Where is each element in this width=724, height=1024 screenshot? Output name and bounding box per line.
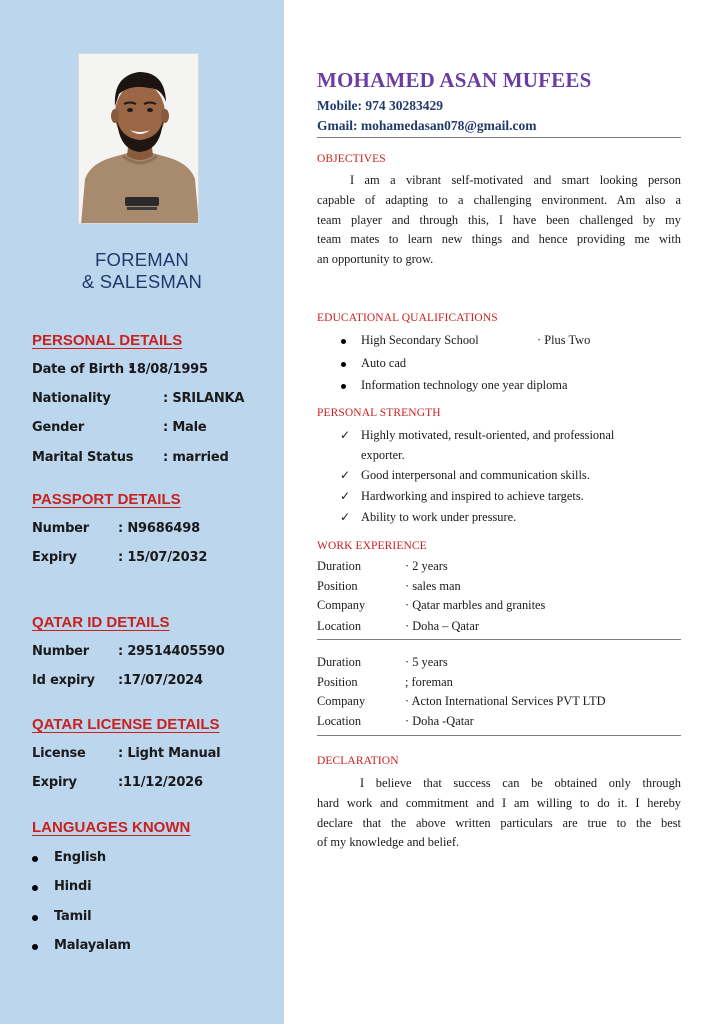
declaration-heading: DECLARATION [317, 755, 399, 767]
candidate-name: MOHAMED ASAN MUFEES [317, 68, 592, 92]
objectives-line: team player and through this, I have been challenged by my [317, 212, 681, 227]
mobile-number: Mobile: 974 30283429 [317, 98, 443, 113]
declaration-line: of my knowledge and belief. [317, 835, 460, 850]
passport-number-row [32, 521, 200, 536]
strength-item [340, 426, 681, 466]
license-type-value: : Light Manual [118, 746, 221, 761]
education-item: Information technology one year diploma [361, 378, 568, 392]
objectives-line: I am a vibrant self-motivated and smart looking person [350, 173, 681, 187]
dob-label: Date of Birth : [32, 362, 134, 377]
language-item: Hindi [54, 879, 92, 894]
dob-value: 18/08/1995 [128, 362, 208, 377]
work-row [317, 675, 453, 690]
language-item: English [54, 850, 106, 865]
work-row-value: · 2 years [405, 559, 448, 573]
gender-label: Gender [32, 420, 85, 435]
strength-heading: PERSONAL STRENGTH [317, 407, 441, 419]
work-row-label: Location [317, 619, 362, 633]
license-expiry-label: Expiry [32, 775, 77, 790]
main-content [317, 0, 681, 1024]
checkmark-icon: ✓ [340, 428, 351, 442]
language-item: Tamil [54, 909, 92, 924]
profile-photo [78, 53, 199, 224]
declaration-line: hard work and commitment and I am willing to do it. I hereby [317, 795, 681, 810]
languages-heading: LANGUAGES KNOWN [32, 819, 191, 836]
work-row-value: · sales man [405, 579, 461, 593]
work-row-value: · 5 years [405, 655, 448, 669]
qatar-id-number-value: : 29514405590 [118, 644, 225, 659]
declaration-line: I believe that success can be obtained only through [360, 776, 681, 790]
license-type-row [32, 746, 221, 761]
objectives-text [317, 171, 681, 270]
qatar-license-heading: QATAR LICENSE DETAILS [32, 716, 220, 733]
marital-status-value: : married [163, 450, 229, 465]
passport-expiry-row [32, 550, 208, 565]
work-row [317, 714, 474, 729]
objectives-heading: OBJECTIVES [317, 153, 386, 165]
work-row-label: Duration [317, 655, 362, 669]
declaration-text [317, 774, 681, 853]
strength-item [340, 508, 681, 528]
license-expiry-value: :11/12/2026 [118, 775, 203, 790]
qatar-id-heading: QATAR ID DETAILS [32, 614, 170, 631]
work-row-label: Company [317, 694, 366, 708]
dob-row [32, 362, 208, 377]
passport-expiry-label: Expiry [32, 550, 77, 565]
work-row-value: · Doha – Qatar [405, 619, 479, 633]
education-side-note: · Plus Two [537, 333, 591, 347]
work-row [317, 655, 448, 670]
work-row [317, 694, 606, 709]
work-row [317, 598, 546, 613]
portrait-image [79, 54, 199, 224]
work-row [317, 579, 461, 594]
personal-details-heading: PERSONAL DETAILS [32, 332, 183, 349]
job-divider [317, 639, 681, 640]
strength-item [340, 487, 681, 507]
passport-details-heading: PASSPORT DETAILS [32, 491, 181, 508]
marital-status-row [32, 450, 229, 465]
language-item: Malayalam [54, 938, 131, 953]
qatar-id-expiry-value: :17/07/2024 [118, 673, 203, 688]
qatar-id-expiry-label: Id expiry [32, 673, 95, 688]
qatar-id-number-label: Number [32, 644, 90, 659]
job-title-line-2: & SALESMAN [81, 271, 203, 292]
gender-value: : Male [163, 420, 207, 435]
sidebar [0, 0, 284, 1024]
gender-row [32, 420, 207, 435]
objectives-line: team mates to learn new things and hence providing me with [317, 232, 681, 247]
strength-text-cont: exporter. [361, 447, 405, 462]
education-item-label: High Secondary School [361, 333, 479, 347]
objectives-line: an opportunity to grow. [317, 252, 434, 267]
declaration-line: declare that the above written particulars are true to the best [317, 815, 681, 830]
education-item [361, 333, 591, 348]
work-row [317, 559, 448, 574]
marital-status-label: Marital Status [32, 450, 134, 465]
work-row-label: Position [317, 579, 358, 593]
license-expiry-row [32, 775, 203, 790]
nationality-value: : SRILANKA [163, 391, 245, 406]
work-row [317, 619, 479, 634]
job-title [0, 249, 284, 293]
header-divider [317, 137, 681, 138]
work-row-value: · Acton International Services PVT LTD [405, 694, 606, 708]
work-experience-heading: WORK EXPERIENCE [317, 540, 427, 552]
education-item: Auto cad [361, 356, 407, 370]
checkmark-icon: ✓ [340, 510, 351, 524]
license-type-label: License [32, 746, 86, 761]
strength-item [340, 466, 681, 486]
strength-text: Good interpersonal and communication skills. [361, 468, 590, 482]
checkmark-icon: ✓ [340, 468, 351, 482]
work-row-label: Company [317, 598, 366, 612]
checkmark-icon: ✓ [340, 489, 351, 503]
passport-expiry-value: : 15/07/2032 [118, 550, 208, 565]
passport-number-label: Number [32, 521, 90, 536]
work-row-label: Duration [317, 559, 362, 573]
strength-text: Highly motivated, result-oriented, and professional [361, 428, 615, 442]
strength-text: Hardworking and inspired to achieve targets. [361, 489, 584, 503]
qatar-id-expiry-row [32, 673, 203, 688]
job-title-line-1: FOREMAN [95, 249, 189, 270]
job-divider [317, 735, 681, 736]
nationality-label: Nationality [32, 391, 111, 406]
qatar-id-number-row [32, 644, 225, 659]
work-row-label: Position [317, 675, 358, 689]
objectives-line: capable of adapting to a challenging environment. Am also a [317, 192, 681, 207]
email-address: Gmail: mohamedasan078@gmail.com [317, 118, 537, 133]
work-row-value: · Qatar marbles and granites [405, 598, 546, 612]
work-row-label: Location [317, 714, 362, 728]
education-heading: EDUCATIONAL QUALIFICATIONS [317, 312, 498, 324]
nationality-row [32, 391, 245, 406]
strength-text: Ability to work under pressure. [361, 510, 517, 524]
work-row-value: · Doha -Qatar [405, 714, 474, 728]
passport-number-value: : N9686498 [118, 521, 200, 536]
work-row-value: ; foreman [405, 675, 453, 689]
